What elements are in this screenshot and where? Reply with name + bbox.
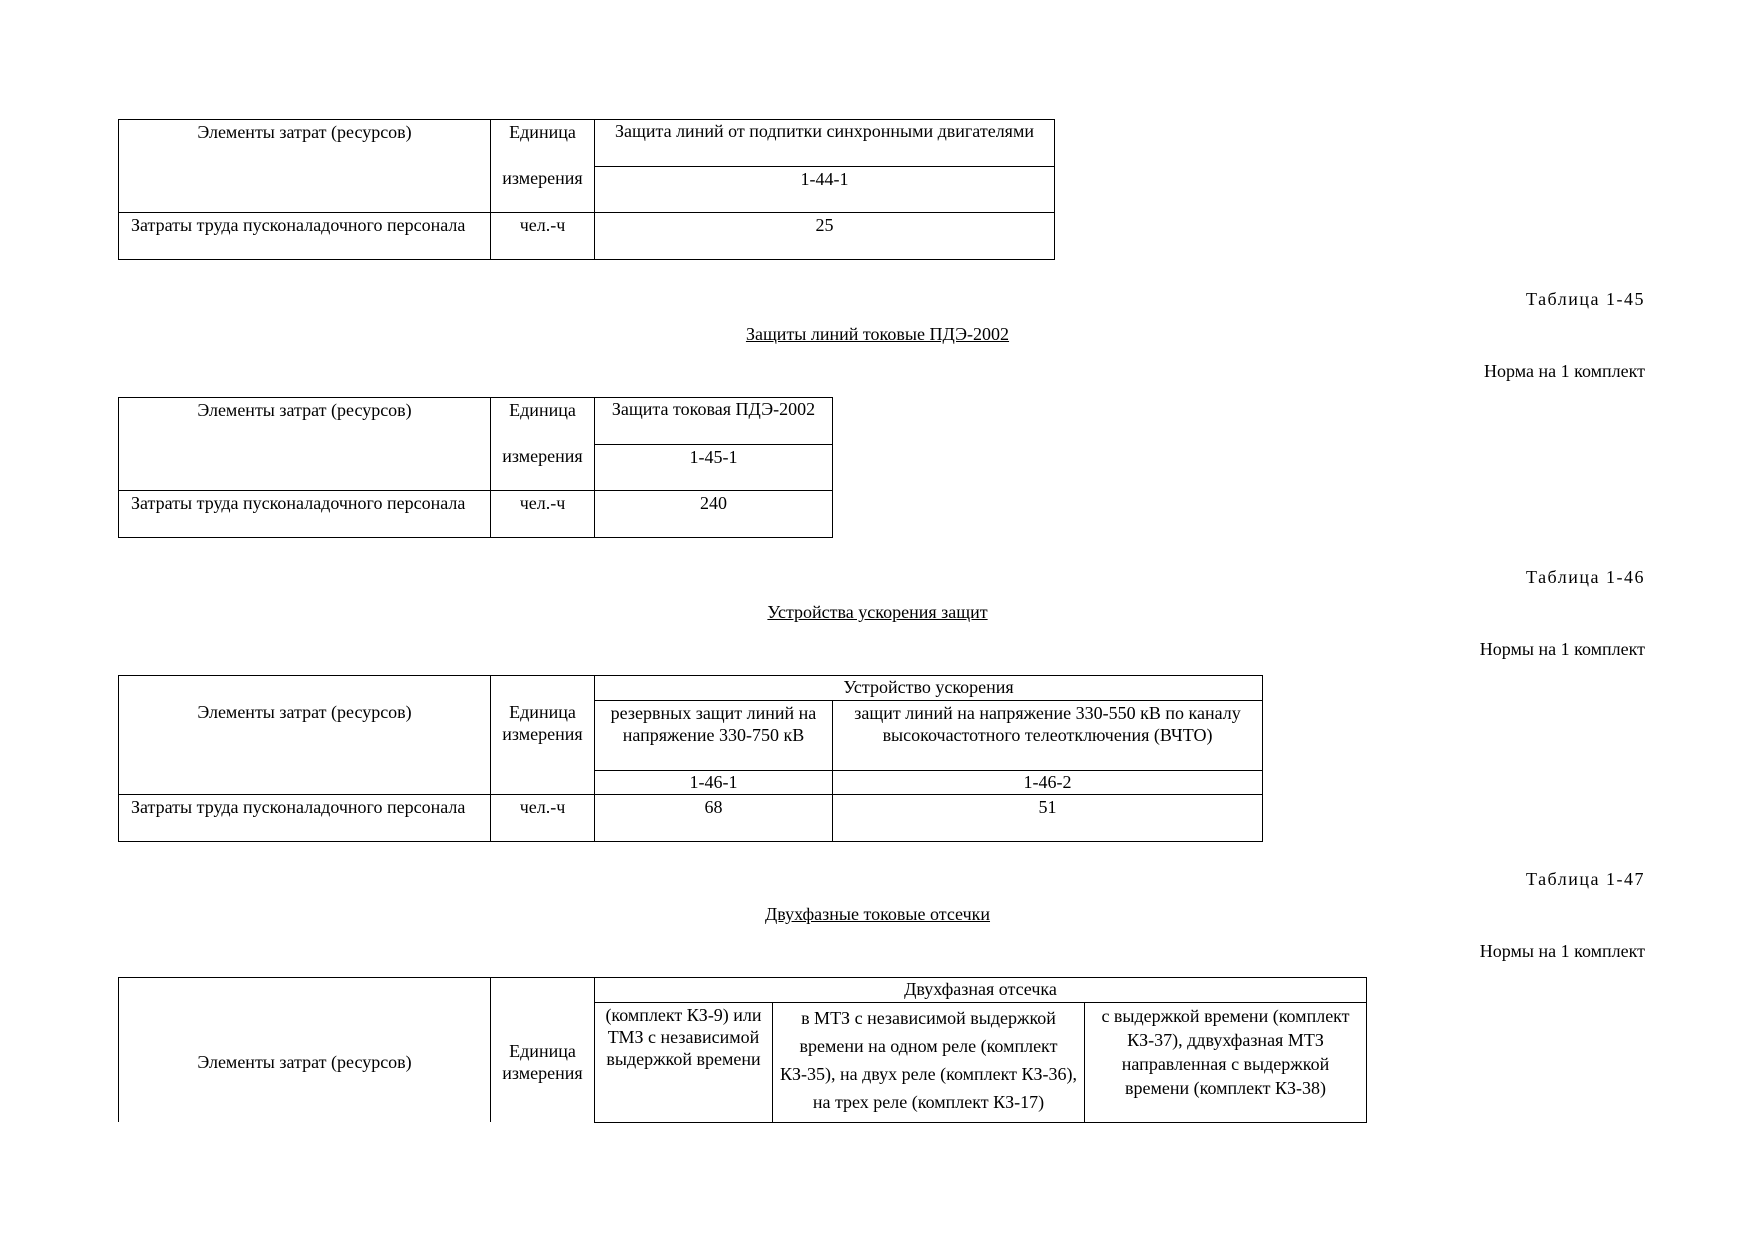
row-value2: 51 [833,795,1263,842]
header-unit: Единица измерения [491,1002,595,1122]
header-elements-cont [119,166,491,213]
table-label: Таблица 1-47 [1526,869,1645,889]
header-code1: 1-46-1 [595,770,833,795]
header-blank [491,978,595,1003]
header-elements: Элементы затрат (ресурсов) [119,1002,491,1122]
header-elements: Элементы затрат (ресурсов) [119,700,491,770]
header-group: Устройство ускорения [595,676,1263,701]
header-unit-top: Единица [491,120,595,167]
header-blank [491,676,595,701]
table-norm: Нормы на 1 комплект [1479,639,1645,659]
table-title: Двухфазные токовые отсечки [764,904,991,924]
header-unit-bottom: измерения [491,444,595,491]
header-work: Защита линий от подпитки синхронными двигателями [595,120,1055,167]
row-unit: чел.-ч [491,213,595,260]
table-title: Защиты линий токовые ПДЭ-2002 [745,324,1010,344]
header-code: 1-45-1 [595,444,833,491]
header-col2: защит линий на напряжение 330-550 кВ по каналу высокочастотного телеотключения (ВЧТО) [833,700,1263,770]
row-name: Затраты труда пусконаладочного персонала [119,491,491,538]
header-elements: Элементы затрат (ресурсов) [119,120,491,167]
table-1-46 [118,675,1263,842]
row-name: Затраты труда пусконаладочного персонала [119,795,491,842]
header-col1: резервных защит линий на напряжение 330-750 кВ [595,700,833,770]
header-work: Защита токовая ПДЭ-2002 [595,398,833,445]
table-norm: Норма на 1 комплект [1484,361,1645,381]
table-norm: Нормы на 1 комплект [1479,941,1645,961]
header-blank [119,676,491,701]
row-value: 240 [595,491,833,538]
table-label: Таблица 1-45 [1526,289,1645,309]
row-unit: чел.-ч [491,795,595,842]
header-col2: в МТЗ с независимой выдержкой времени на одном реле (комплект КЗ-35), на двух реле (комплект КЗ-36), на трех реле (комплект КЗ-17) [773,1002,1085,1122]
header-unit-bottom: измерения [491,166,595,213]
table-title: Устройства ускорения защит [767,602,988,622]
row-unit: чел.-ч [491,491,595,538]
row-name: Затраты труда пусконаладочного персонала [119,213,491,260]
table-label: Таблица 1-46 [1526,567,1645,587]
table-1-44 [118,119,1055,260]
row-value: 25 [595,213,1055,260]
header-unit: Единица измерения [491,700,595,795]
header-blank [119,978,491,1003]
header-elements: Элементы затрат (ресурсов) [119,398,491,445]
table-1-45 [118,397,833,538]
header-col1: (комплект КЗ-9) или ТМЗ с независимой выдержкой времени [595,1002,773,1122]
header-elements-cont [119,444,491,491]
table-1-47 [118,977,1367,1123]
row-value1: 68 [595,795,833,842]
header-unit-top: Единица [491,398,595,445]
header-code: 1-44-1 [595,166,1055,213]
header-code2: 1-46-2 [833,770,1263,795]
header-group: Двухфазная отсечка [595,978,1367,1003]
header-col3: с выдержкой времени (комплект КЗ-37), ддвухфазная МТЗ направленная с выдержкой времени (комплект КЗ-38) [1085,1002,1367,1122]
header-blank [119,770,491,795]
